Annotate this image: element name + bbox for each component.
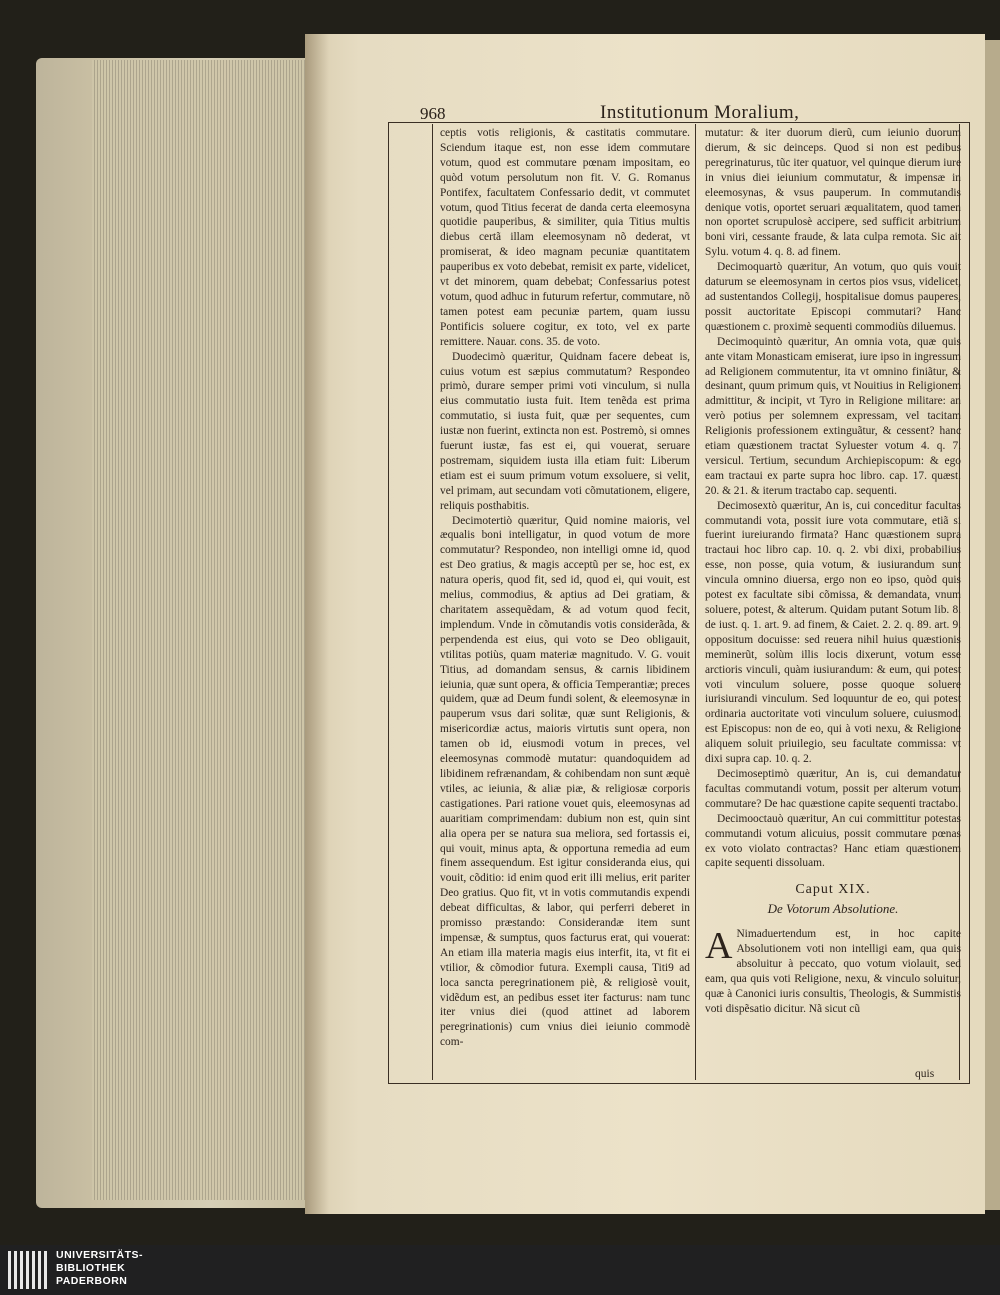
paragraph: Decimoquintò quæritur, An omnia vota, quæ quis ante vitam Monasticam emiserat, iure ipso in ingressum ad Religionem commutentur, ita vt omnino finiãtur, & desinant, quum primum quis, vt Nouitius in Religionem admittitur, & incipit, vt Tyro in Religione militare: an verò potius per solemnem expressam, vel tacitam Religionis professionem extinguãtur, & cessent? hanc etiam quæstionem tractat Syluester votum 4. q. 7. versicul. Tertium, secundum Archiepiscopum: & ego eam tractaui ex parte supra hoc libro. cap. 17. quæst. 20. & 21. & iterum tractabo cap. sequenti. [705,335,961,497]
chapter-opening [705,927,961,1016]
library-name-line: PADERBORN [56,1275,128,1287]
drop-initial: A [705,925,733,968]
paragraph: ceptis votis religionis, & castitatis commutare. Sciendum itaque est, non esse idem commutare votum, quod est commutare pœnam impositam, eo quòd votum persolutum non fit. V. G. Romanus Pontifex, facultatem Confessario dedit, vt commutet votum, quod Titius fecerat de danda certa eleemosyna quotidie pauperibus, & similiter, quia Titius multis diebus certã illam eleemosynam nõ dederat, vt promiserat, & ideo magnam pecuniæ quantitatem pauperibus ex voto debebat, remisit ex parte, videlicet, vt det minorem, quam debebat; Confessarius potest votum, quod adhuc in futurum refertur, commutare, nõ tamen potest eam pecuniæ partem, quam iussu Pontificis soluere cogitur, ex toto, vel ex parte remittere. Nauar. cons. 35. de voto. [440,127,690,348]
facing-page-edge [985,40,1000,1210]
catchword: quis [915,1068,935,1080]
paragraph: Decimooctauò quæritur, An cui committitur potestas commutandi votum alicuius, possit commutare pœnas ex voto violato contractas? Hanc etiam quæstionem capite sequenti dissoluam. [705,812,961,870]
library-name [56,1249,143,1288]
library-logo-icon [8,1249,48,1289]
page-edges [92,60,320,1200]
running-title: Institutionum Moralium, [600,102,800,123]
paragraph: Decimoseptimò quæritur, An is, cui demandatur facultas commutandi votum, possit per alterum votum commutare? De hac quæstione capite sequenti tractabo. [705,767,961,810]
paragraph: Duodecimò quæritur, Quidnam facere debeat is, cuius votum est sæpius commutatum? Respondeo primò, durare semper primi voti vinculum, si nulla eius commutatio iusta fuit. Item tenẽda est prima commutatio, si iusta fuit, quæ per sequentes, cum iustæ non fuerint, extincta non est. Postremò, si omnes fuerunt iustæ, fas est ei, qui vouerat, seruare postremam, siquidem iusta illa etiam fuit: Liberum etiam est ei suum primum votum exsoluere, si velit, vel primam, aut secundam voti cõmutationem, eligere, reliquis posthabitis. [440,350,690,512]
right-text-column [705,126,961,1017]
paragraph: mutatur: & iter duorum dierũ, cum ieiunio duorum dierum, & sic deinceps. Quod si non est pedibus peregrinaturus, tũc iter quatuor, vel quinque dierum iure in vnius diei ieiunium commutatur, & impensæ in eleemosynas, & vsus pauperum. In commutandis denique votis, oportet seruari æqualitatem, quod tamen non oportet scrupulosè accipere, sed sufficit arbitrium boni viri, cessante fraude, & lata culpa remota. Sic ait Sylu. votum 4. q. 8. ad finem. [705,127,961,259]
paragraph: Decimoquartò quæritur, An votum, quo quis vouit daturum se eleemosynam in certos pios vsus, videlicet, ad sustentandos Collegij, hospitalisue domus pauperes, possit auctoritate Episcopi commutari? Hanc quæstionem c. proximè sequenti commodiùs diluemus. [705,261,961,333]
paragraph: Decimosextò quæritur, An is, cui conceditur facultas commutandi vota, possit iure vota commutare, etiã si fuerint iureiurando firmata? Hanc quæstionem supra tractaui hoc libro cap. 10. q. 2. vbi dixi, probabilius esse, non posse, quia votum, & iusiurandum sunt vincula omnino diuersa, ergo non eo ipso, quòd quis potest ex facultate sibi cõmissa, & demandata, vnum soluere, potest, & alterum. Quidam putant Sotum lib. 8. de iust. q. 1. art. 9. ad finem, & Caiet. 2. 2. q. 89. art. 9. oppositum docuisse: sed reuera nihil huius quæstionis meminerũt, solùm illis locis dixerunt, votum esse arctioris vinculi, quàm iusiurandum: & eum, qui potest voti vinculum soluere, posse quoque soluere iurisiurandi vinculum. Sed loquuntur de eo, qui potest ordinaria auctoritate voti vinculum soluere, cuiusmodi est Episcopus: non de eo, qui à voti nexu, & Religione aliquem soluit priuilegio, seu facultate commissa: vt dixi supra cap. 10. q. 2. [705,499,961,766]
library-name-line: UNIVERSITÄTS- [56,1249,144,1261]
chapter-subtitle: De Votorum Absolutione. [767,901,899,917]
column-rule [695,124,696,1080]
page-gutter-shadow [305,34,329,1214]
page-number: 968 [420,104,446,123]
library-name-line: BIBLIOTHEK [56,1262,126,1274]
library-footer-bar [0,1245,1000,1295]
left-text-column [440,126,690,1050]
chapter-opening-text: Nimaduertendum est, in hoc capite Absolutionem voti non intelligi eam, qua quis absoluitur à peccato, quo votum violauit, sed eam, qua quis voti Religione, nexu, & vinculo soluitur, quæ à Canonici iuris consultis, Theologis, & Summistis voti dispẽsatio dicitur. Nã sicut cũ [705,928,961,1015]
paragraph: Decimotertiò quæritur, Quid nomine maioris, vel æqualis boni intelligatur, in quod votum de more commutatur? Respondeo, non intelligi omne id, quod est Deo gratius, & magis acceptũ per se, hoc est, ex natura operis, quod fit, sed id, quod ei, qui vouit, est melius, commodius, & aptius ad Dei gratiam, & charitatem assequẽdam, & ad votum quod fecit, implendum. Vnde in cõmutandis votis considerãda, & perpendenda est eius, qui voto se Deo obligauit, vtilitas potiùs, quam materiæ magnitudo. V. G. vouit Titius, ad domandam sensus, & carnis libidinem ieiunia, quæ sunt opera, & officia Temperantiæ; preces quidem, quæ ad Deum fundi solent, & eleemosynæ in pauperum vsus dari solitæ, quæ sunt Religionis, & misericordiæ actus, maioris virtutis sunt opera, non tamen ob id, eiusmodi votum in preces, vel eleemosynas commodè mutatur: quandoquidem ad libidinem refrænandam, & cohibendam non sunt æquè vtiles, ac ieiunia, & aliæ piæ, & religiosæ corporis castigationes. Pari ratione vouet quis, eleemosynas ad auaritiam comprimendam: dubium non est, quin sint alia opera per se natura sua meliora, sed fortassis ei, qui vouit, minus apta, & opportuna remedia ad eum finem assequendum. Est igitur consideranda eius, qui vouit, cõditio: id enim quod erit illi melius, erit pariter Deo gratius. Quo fit, vt in votis commutandis expendi debeat difficultas, & labor, qui perferri deberet in promisso præstando: Considerandæ item sunt impensæ, & sumptus, quos facturus erat, qui vouerat: An etiam illa materia magis eius interfit, ita, vt fit ei vtilior, & cõmodior futura. Exempli causa, Titi9 ad loca sancta peregrinationem piè, & religiosè vouit, vidẽdum est, an pedibus esset iter facturus: nam tunc iter vnius diei (quod attinet ad laborem peregrinationis) cum vnius diei ieiunio commodè com- [440,514,690,1049]
chapter-heading: Caput XIX. [795,882,871,898]
